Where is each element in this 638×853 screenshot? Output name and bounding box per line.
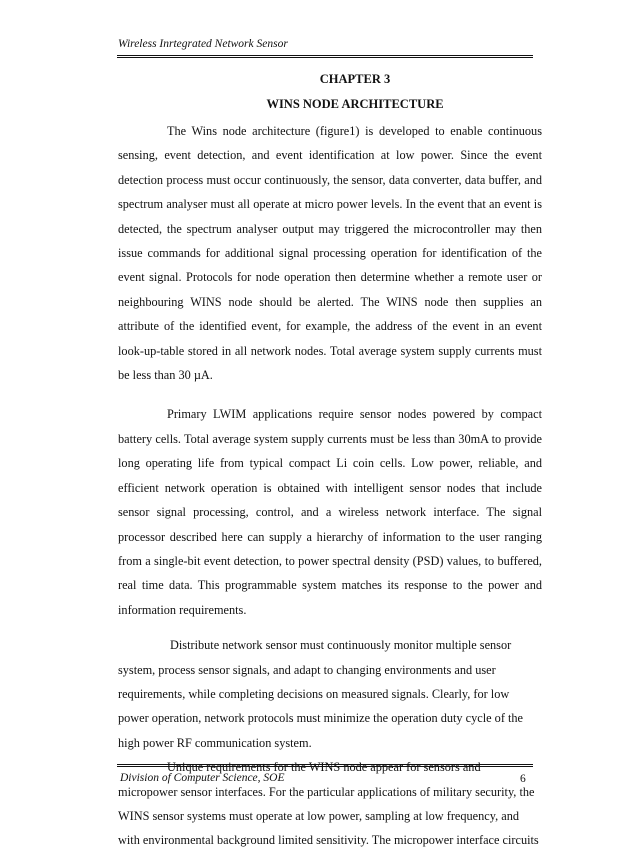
chapter-number: CHAPTER 3 [319, 72, 391, 86]
footer-division: Division of Computer Science, SOE [120, 772, 285, 784]
chapter-title: WINS NODE ARCHITECTURE [266, 97, 444, 111]
page-number: 6 [520, 773, 526, 785]
paragraph: Distribute network sensor must continuously monitor multiple sensor system, process sensor signals, and adapt to changing environments and user requirements, while completing decisions on measured signals. Clearly, for low power operation, network protocols must minimize the operation duty cycle of the high power RF communication system. [118, 638, 524, 750]
paragraph: Unique requirements for the WINS node appear for sensors and micropower sensor interfaces. For the particular applications of military security, the WINS sensor systems must operate at low power, sampling at low frequency, and with environmental background limited sensitivity. The micropower interface circuits [118, 760, 539, 848]
body-text [118, 119, 542, 853]
paragraph: Primary LWIM applications require sensor nodes powered by compact battery cells. Total average system supply currents must be less than 30mA to provide long operating life from typical compact Li coin cells. Low power, reliable, and efficient network operation is obtained with intelligent sensor nodes that include sensor signal processing, control, and a wireless network interface. The signal processor described here can supply a hierarchy of information to the user ranging from a single-bit event detection, to power spectral density (PSD) values, to buffered, real time data. This programmable system matches its response to the power and information requirements. [118, 407, 542, 617]
running-header: Wireless Inrtegrated Network Sensor [118, 38, 288, 50]
paragraph: The Wins node architecture (figure1) is developed to enable continuous sensing, event detection, and event identification at low power. Since the event detection process must occur continuously, the sensor, data converter, data buffer, and spectrum analyser must all operate at micro power levels. In the event that an event is detected, the spectrum analyser output may triggered the microcontroller may then issue commands for additional signal processing operation for identification of the event signal. Protocols for node operation then determine whether a remote user or neighbouring WINS node should be alerted. The WINS node then supplies an attribute of the identified event, for example, the address of the event in an event look-up-table stored in all network nodes. Total average system supply currents must be less than 30 µA. [118, 124, 542, 383]
header-rule [117, 55, 533, 58]
footer-rule [117, 764, 533, 767]
